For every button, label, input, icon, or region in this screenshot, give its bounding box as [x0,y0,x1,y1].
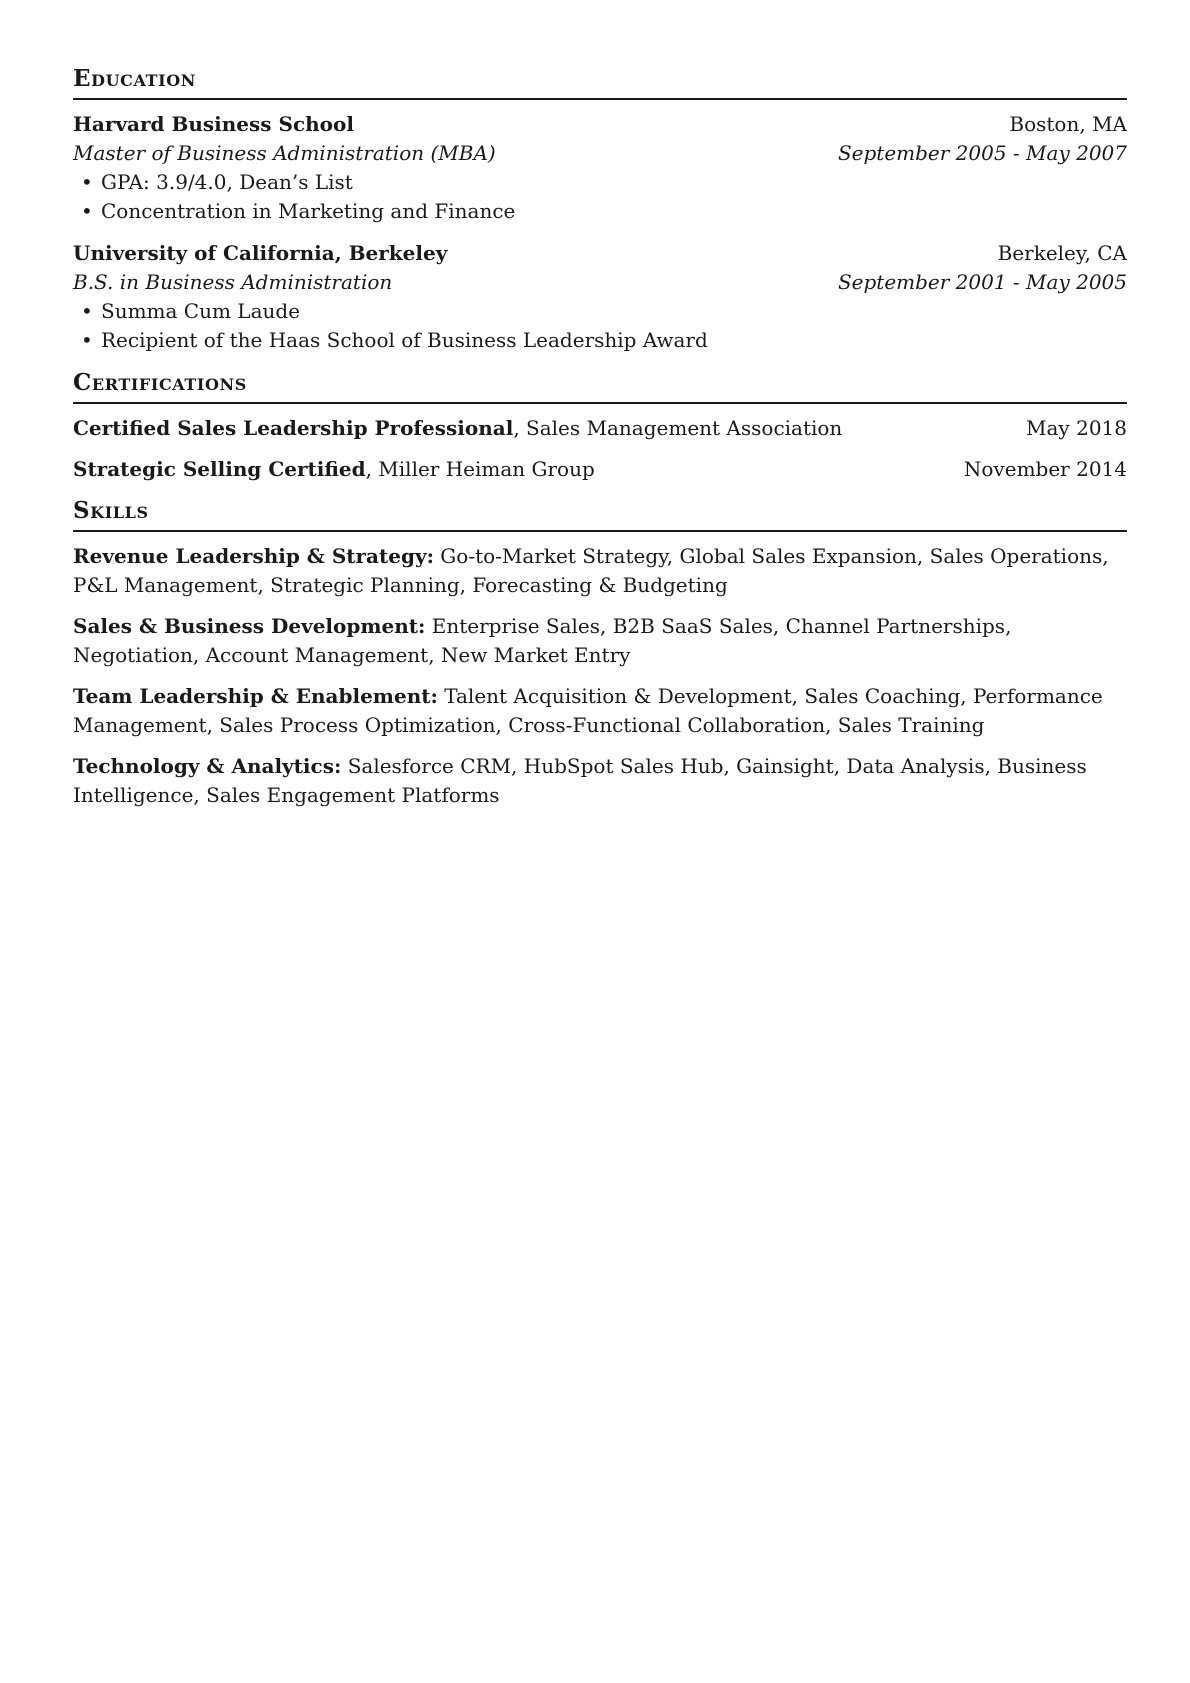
resume-page [73,64,1127,822]
section-divider [73,530,1127,532]
degree-dates: September 2005 - May 2007 [837,141,1127,165]
certification-name: Strategic Selling Certified [73,457,366,481]
skill-group [73,542,1127,600]
education-entry [73,110,1127,226]
bullet-item: • Summa Cum Laude [101,297,1127,326]
education-heading: Education [73,65,196,92]
skill-group [73,612,1127,670]
degree-dates: September 2001 - May 2005 [837,270,1127,294]
certification-name: Certified Sales Leadership Professional [73,416,514,440]
education-bullets [73,297,1127,355]
skill-text: Salesforce CRM, HubSpot Sales Hub, Gainsight, Data Analysis, Business Intelligence, Sales Engagement Platforms [73,754,1087,807]
skill-group [73,682,1127,740]
school-location: Berkeley, CA [997,241,1127,265]
skill-text: Talent Acquisition & Development, Sales Coaching, Performance Management, Sales Process Optimization, Cross-Functional Collaboration, Sales Training [73,684,1103,737]
skill-group [73,752,1127,810]
education-entry [73,239,1127,355]
school-location: Boston, MA [1009,112,1127,136]
certification-entry [73,455,1127,484]
degree-name: B.S. in Business Administration [73,270,393,294]
bullet-item: • Recipient of the Haas School of Business Leadership Award [101,326,1127,355]
certifications-heading: Certifications [73,369,247,396]
skill-label: Team Leadership & Enablement: [73,684,438,708]
bullet-item: • Concentration in Marketing and Finance [101,197,1127,226]
skills-section [73,496,1127,810]
skill-label: Sales & Business Development: [73,614,426,638]
education-section [73,64,1127,355]
skill-text: Go-to-Market Strategy, Global Sales Expansion, Sales Operations, P&L Management, Strategic Planning, Forecasting & Budgeting [73,544,1109,597]
certification-date: May 2018 [1026,416,1127,440]
education-bullets [73,168,1127,226]
certification-entry [73,414,1127,443]
school-name: University of California, Berkeley [73,241,448,265]
bullet-item: • GPA: 3.9/4.0, Dean’s List [101,168,1127,197]
skill-label: Technology & Analytics: [73,754,342,778]
skill-text: Enterprise Sales, B2B SaaS Sales, Channel Partnerships, Negotiation, Account Management, New Market Entry [73,614,1012,667]
skill-label: Revenue Leadership & Strategy: [73,544,434,568]
certifications-section [73,368,1127,484]
certification-date: November 2014 [963,457,1127,481]
section-divider [73,402,1127,404]
school-name: Harvard Business School [73,112,354,136]
skills-heading: Skills [73,497,149,524]
section-divider [73,98,1127,100]
certification-issuer: , Sales Management Association [513,416,843,440]
degree-name: Master of Business Administration (MBA) [73,141,496,165]
certification-issuer: , Miller Heiman Group [365,457,595,481]
